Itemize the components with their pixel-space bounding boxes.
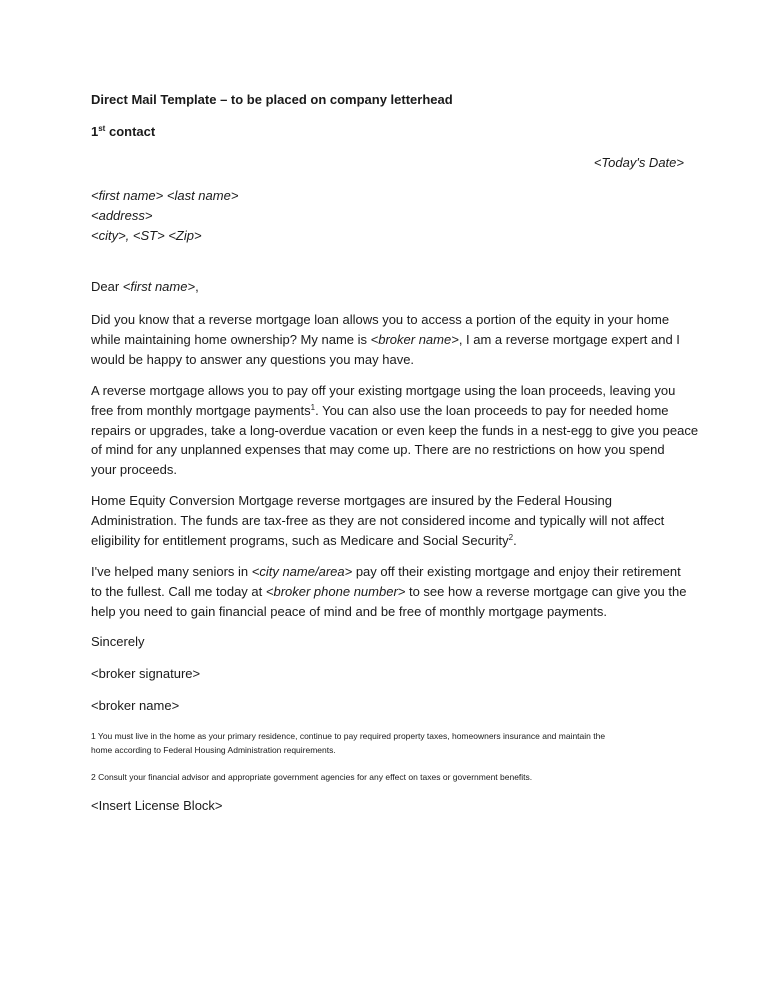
paragraph-2-line-2a: free from monthly mortgage payments [91,402,311,418]
footnote-1 [91,729,691,757]
paragraph-2 [91,381,699,480]
salutation-name: <first name> [122,279,196,294]
closing-sincerely: Sincerely [91,634,145,649]
address-line-city: <city>, <ST> <Zip> [91,228,202,243]
paragraph-2-line-2b: . You can also use the loan proceeds to pay for needed home [315,402,669,418]
footnote-1-line-1: 1 You must live in the home as your primary residence, continue to pay required property taxes, homeowners insurance and maintain the [91,731,606,741]
footnote-ref-1: 1 [310,402,316,412]
city-area-placeholder: <city name/area> [251,564,353,579]
contact-label: contact [108,124,156,139]
paragraph-1-line-2a: while maintaining home ownership? My name is [91,331,371,347]
paragraph-3-line-3a: eligibility for entitlement programs, such as Medicare and Social Security [91,532,509,548]
paragraph-4 [91,562,691,621]
paragraph-2-line-5: your proceeds. [91,462,177,478]
paragraph-4-line-1 [91,562,691,582]
paragraph-3-line-2: Administration. The funds are tax-free as they are not considered income and typically will not affect [91,512,665,528]
contact-ordinal: st [98,124,106,133]
paragraph-2-line-3: repairs or upgrades, take a long-overdue vacation or even keep the funds in a nest-egg to give you peace [91,422,699,438]
date-placeholder: <Today's Date> [593,155,684,170]
salutation-suffix: , [195,279,199,294]
paragraph-3-line-1: Home Equity Conversion Mortgage reverse mortgages are insured by the Federal Housing [91,493,612,508]
footnote-2-line-1: 2 Consult your financial advisor and appropriate government agencies for any effect on taxes or government benefits. [91,772,533,782]
license-block-placeholder: <Insert License Block> [91,798,223,813]
paragraph-3-line-3b: . [513,532,517,548]
paragraph-1-line-2c: , I am a reverse mortgage expert and I [458,331,680,347]
address-line-name: <first name> <last name> [91,188,239,203]
paragraph-4-line-1a: I've helped many seniors in [91,564,252,579]
paragraph-4-line-3: help you need to gain financial peace of mind and be free of monthly mortgage payments. [91,603,607,619]
paragraph-2-line-1: A reverse mortgage allows you to pay off your existing mortgage using the loan proceeds, leaving you [91,383,676,398]
broker-name-closing: <broker name> [91,698,180,713]
paragraph-1-line-3: would be happy to answer any questions you may have. [91,351,415,367]
broker-signature-placeholder: <broker signature> [91,666,201,681]
document-title: Direct Mail Template – to be placed on company letterhead [91,92,453,107]
footnote-ref-2: 2 [508,532,514,542]
salutation-prefix: Dear [91,279,123,294]
paragraph-4-line-2c: to see how a reverse mortgage can give you the [405,583,687,599]
paragraph-1 [91,310,691,369]
paragraph-3 [91,491,691,550]
paragraph-1-line-1: Did you know that a reverse mortgage loan allows you to access a portion of the equity in your home [91,312,670,327]
paragraph-3-line-3 [91,531,691,551]
salutation [91,279,199,294]
footnote-1-line-2: home according to Federal Housing Administration requirements. [91,745,336,755]
address-line-street: <address> [91,208,153,223]
paragraph-4-line-1c: pay off their existing mortgage and enjoy their retirement [352,564,681,579]
broker-name-placeholder: <broker name> [370,331,459,347]
paragraph-2-line-2 [91,401,691,421]
footnote-2 [91,770,691,784]
paragraph-4-line-2 [91,582,691,602]
paragraph-2-line-4: of mind for any unplanned expenses that may come up. There are no restrictions on how you spend [91,442,665,458]
paragraph-4-line-2a: to the fullest. Call me today at [91,583,266,599]
contact-number: 1 [91,124,99,139]
paragraph-1-line-2 [91,330,691,350]
contact-heading [91,124,155,139]
phone-placeholder: <broker phone number> [265,583,406,599]
